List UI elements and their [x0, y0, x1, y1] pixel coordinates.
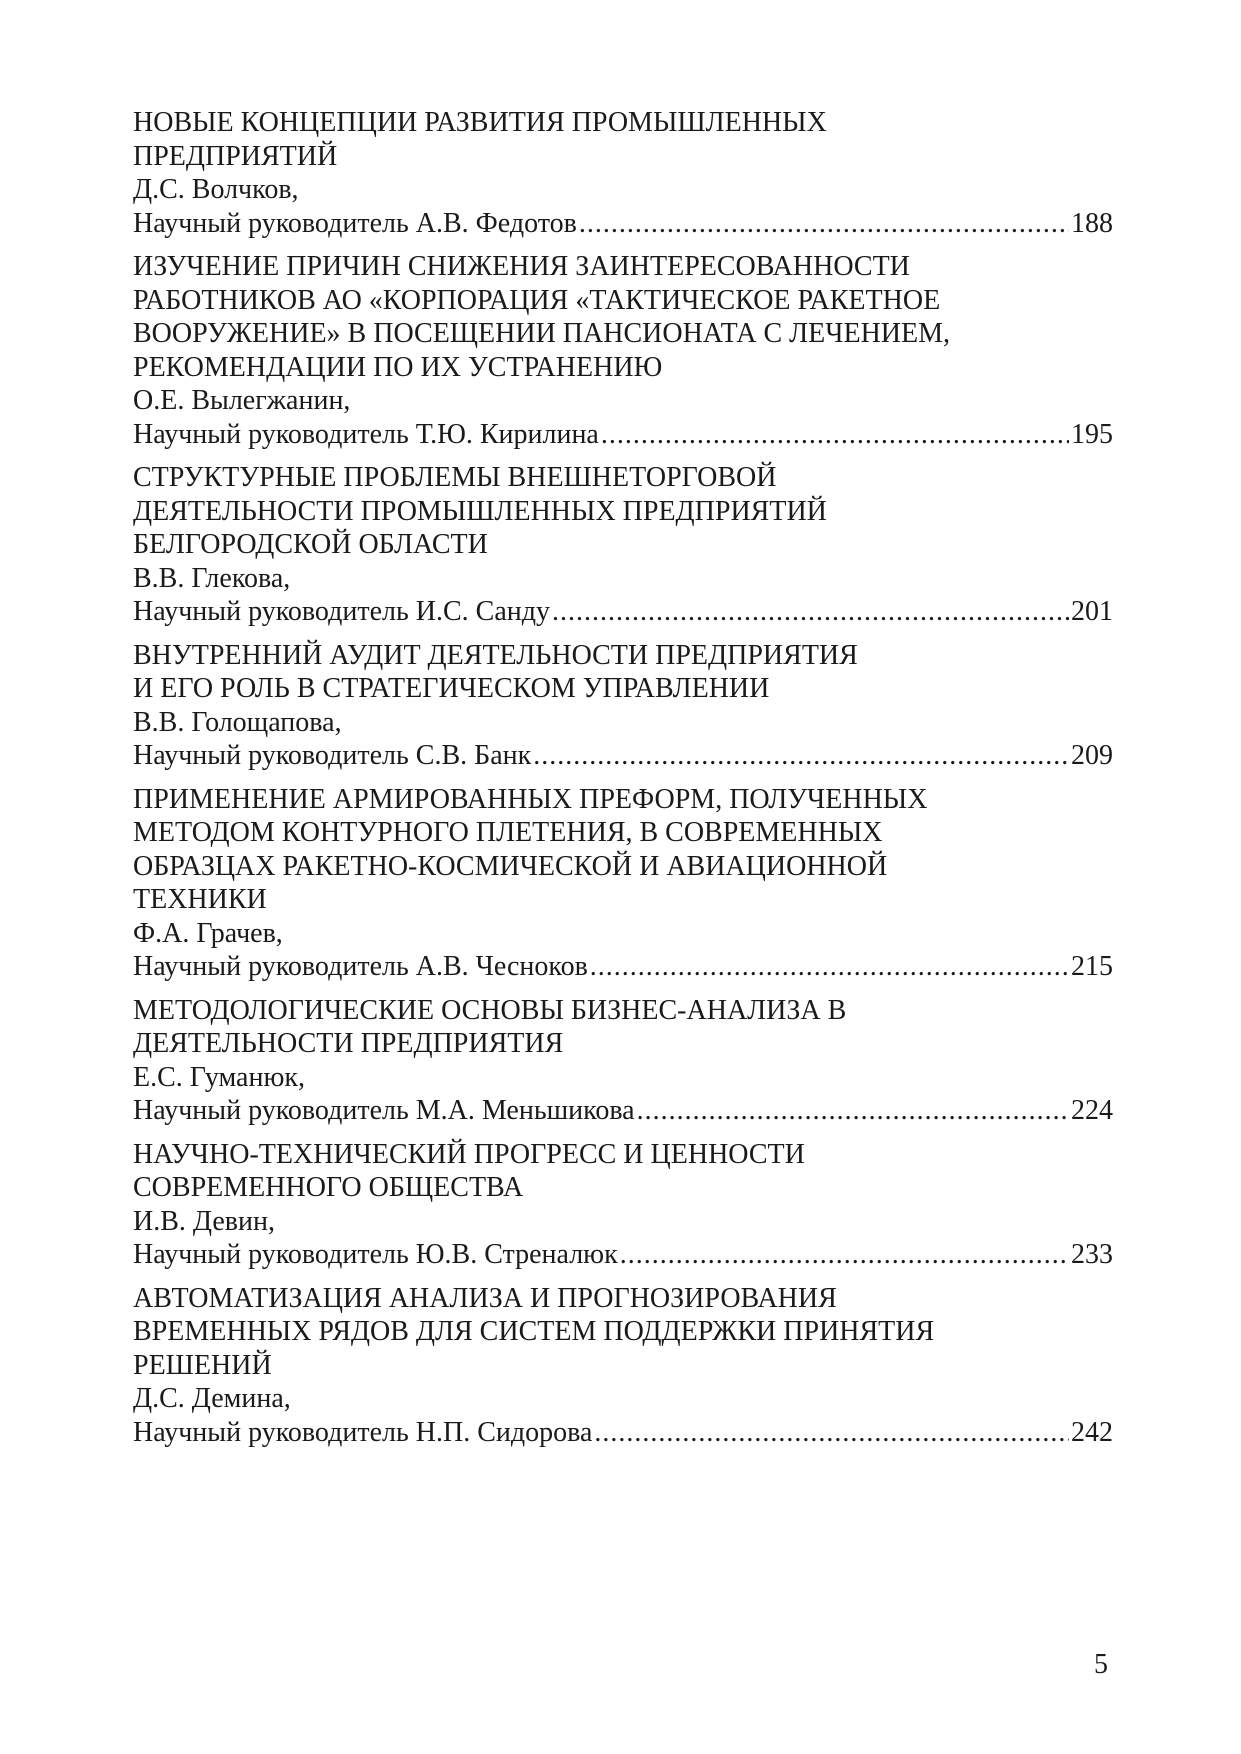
- entry-supervisor-row: [133, 207, 1113, 241]
- toc-entry: [133, 250, 1113, 451]
- entry-supervisor: Научный руководитель М.А. Меньшикова: [133, 1095, 635, 1126]
- entry-title-line: ВРЕМЕННЫХ РЯДОВ ДЛЯ СИСТЕМ ПОДДЕРЖКИ ПРИНЯТИЯ: [133, 1316, 935, 1347]
- entry-title-line: ВНУТРЕННИЙ АУДИТ ДЕЯТЕЛЬНОСТИ ПРЕДПРИЯТИЯ: [133, 639, 858, 671]
- entry-page-number: 215: [1071, 951, 1113, 982]
- entry-page-number: 233: [1071, 1239, 1113, 1270]
- entry-title-line: МЕТОДОЛОГИЧЕСКИЕ ОСНОВЫ БИЗНЕС-АНАЛИЗА В: [133, 994, 847, 1026]
- entry-title-line: РЕКОМЕНДАЦИИ ПО ИХ УСТРАНЕНИЮ: [133, 351, 663, 383]
- toc-entry: [133, 783, 1113, 984]
- entry-title-line: НАУЧНО-ТЕХНИЧЕСКИЙ ПРОГРЕСС И ЦЕННОСТИ: [133, 1138, 805, 1170]
- entry-author: Е.С. Гуманюк,: [133, 1061, 305, 1093]
- dot-leader: [637, 1094, 1069, 1128]
- entry-page-number: 224: [1071, 1095, 1113, 1126]
- entry-title-line: СТРУКТУРНЫЕ ПРОБЛЕМЫ ВНЕШНЕТОРГОВОЙ: [133, 462, 777, 493]
- page-number: 5: [1094, 1649, 1108, 1680]
- entry-supervisor: Научный руководитель А.В. Федотов: [133, 207, 577, 239]
- dot-leader: [601, 418, 1069, 452]
- entry-supervisor: Научный руководитель Т.Ю. Кирилина: [133, 418, 599, 450]
- entry-supervisor: Научный руководитель И.С. Санду: [133, 596, 550, 627]
- entry-author: В.В. Голощапова,: [133, 706, 342, 738]
- toc-entry: [133, 461, 1113, 629]
- entry-supervisor-row: [133, 739, 1113, 773]
- dot-leader: [620, 1238, 1069, 1272]
- entry-title-line: ДЕЯТЕЛЬНОСТИ ПРЕДПРИЯТИЯ: [133, 1028, 564, 1059]
- dot-leader: [594, 1416, 1069, 1450]
- toc-entry: [133, 1282, 1113, 1450]
- entry-supervisor-row: [133, 950, 1113, 984]
- entry-supervisor: Научный руководитель Н.П. Сидорова: [133, 1416, 593, 1448]
- dot-leader: [552, 595, 1069, 629]
- entry-page-number: 209: [1071, 740, 1113, 771]
- table-of-contents: [133, 106, 1113, 1459]
- entry-title-line: И ЕГО РОЛЬ В СТРАТЕГИЧЕСКОМ УПРАВЛЕНИИ: [133, 673, 770, 704]
- dot-leader: [579, 207, 1069, 241]
- toc-entry: [133, 639, 1113, 773]
- entry-supervisor-row: [133, 1416, 1113, 1450]
- entry-author: И.В. Девин,: [133, 1205, 275, 1237]
- entry-title-line: НОВЫЕ КОНЦЕПЦИИ РАЗВИТИЯ ПРОМЫШЛЕННЫХ: [133, 107, 827, 138]
- dot-leader: [590, 950, 1069, 984]
- entry-supervisor-row: [133, 595, 1113, 629]
- entry-supervisor-row: [133, 418, 1113, 452]
- entry-title-line: БЕЛГОРОДСКОЙ ОБЛАСТИ: [133, 529, 488, 560]
- entry-page-number: 188: [1071, 207, 1113, 239]
- entry-author: Ф.А. Грачев,: [133, 917, 283, 949]
- entry-title-line: ПРИМЕНЕНИЕ АРМИРОВАННЫХ ПРЕФОРМ, ПОЛУЧЕННЫХ: [133, 783, 928, 815]
- entry-title-line: РАБОТНИКОВ АО «КОРПОРАЦИЯ «ТАКТИЧЕСКОЕ РАКЕТНОЕ: [133, 284, 941, 316]
- entry-title-line: СОВРЕМЕННОГО ОБЩЕСТВА: [133, 1172, 524, 1203]
- entry-title-line: ВООРУЖЕНИЕ» В ПОСЕЩЕНИИ ПАНСИОНАТА С ЛЕЧЕНИЕМ,: [133, 318, 951, 349]
- entry-supervisor: Научный руководитель Ю.В. Стреналюк: [133, 1239, 618, 1270]
- entry-title-line: АВТОМАТИЗАЦИЯ АНАЛИЗА И ПРОГНОЗИРОВАНИЯ: [133, 1282, 837, 1314]
- entry-supervisor-row: [133, 1238, 1113, 1272]
- toc-entry: [133, 994, 1113, 1128]
- entry-title-line: МЕТОДОМ КОНТУРНОГО ПЛЕТЕНИЯ, В СОВРЕМЕННЫХ: [133, 817, 883, 848]
- entry-title-line: ПРЕДПРИЯТИЙ: [133, 140, 338, 172]
- entry-title-line: ТЕХНИКИ: [133, 884, 267, 915]
- toc-entry: [133, 1138, 1113, 1272]
- dot-leader: [533, 739, 1069, 773]
- entry-author: Д.С. Волчков,: [133, 174, 299, 205]
- entry-supervisor-row: [133, 1094, 1113, 1128]
- entry-title-line: ДЕЯТЕЛЬНОСТИ ПРОМЫШЛЕННЫХ ПРЕДПРИЯТИЙ: [133, 495, 827, 527]
- entry-title-line: ОБРАЗЦАХ РАКЕТНО-КОСМИЧЕСКОЙ И АВИАЦИОННОЙ: [133, 850, 888, 882]
- entry-title-line: ИЗУЧЕНИЕ ПРИЧИН СНИЖЕНИЯ ЗАИНТЕРЕСОВАННОСТИ: [133, 251, 910, 282]
- entry-title-line: РЕШЕНИЙ: [133, 1349, 272, 1381]
- entry-author: Д.С. Демина,: [133, 1383, 291, 1414]
- entry-page-number: 195: [1071, 418, 1113, 450]
- entry-supervisor: Научный руководитель С.В. Банк: [133, 740, 532, 771]
- entry-author: В.В. Глекова,: [133, 562, 291, 594]
- entry-page-number: 201: [1071, 596, 1113, 627]
- entry-page-number: 242: [1071, 1416, 1113, 1448]
- entry-author: О.Е. Вылегжанин,: [133, 385, 351, 416]
- entry-supervisor: Научный руководитель А.В. Чесноков: [133, 951, 588, 982]
- toc-entry: [133, 106, 1113, 240]
